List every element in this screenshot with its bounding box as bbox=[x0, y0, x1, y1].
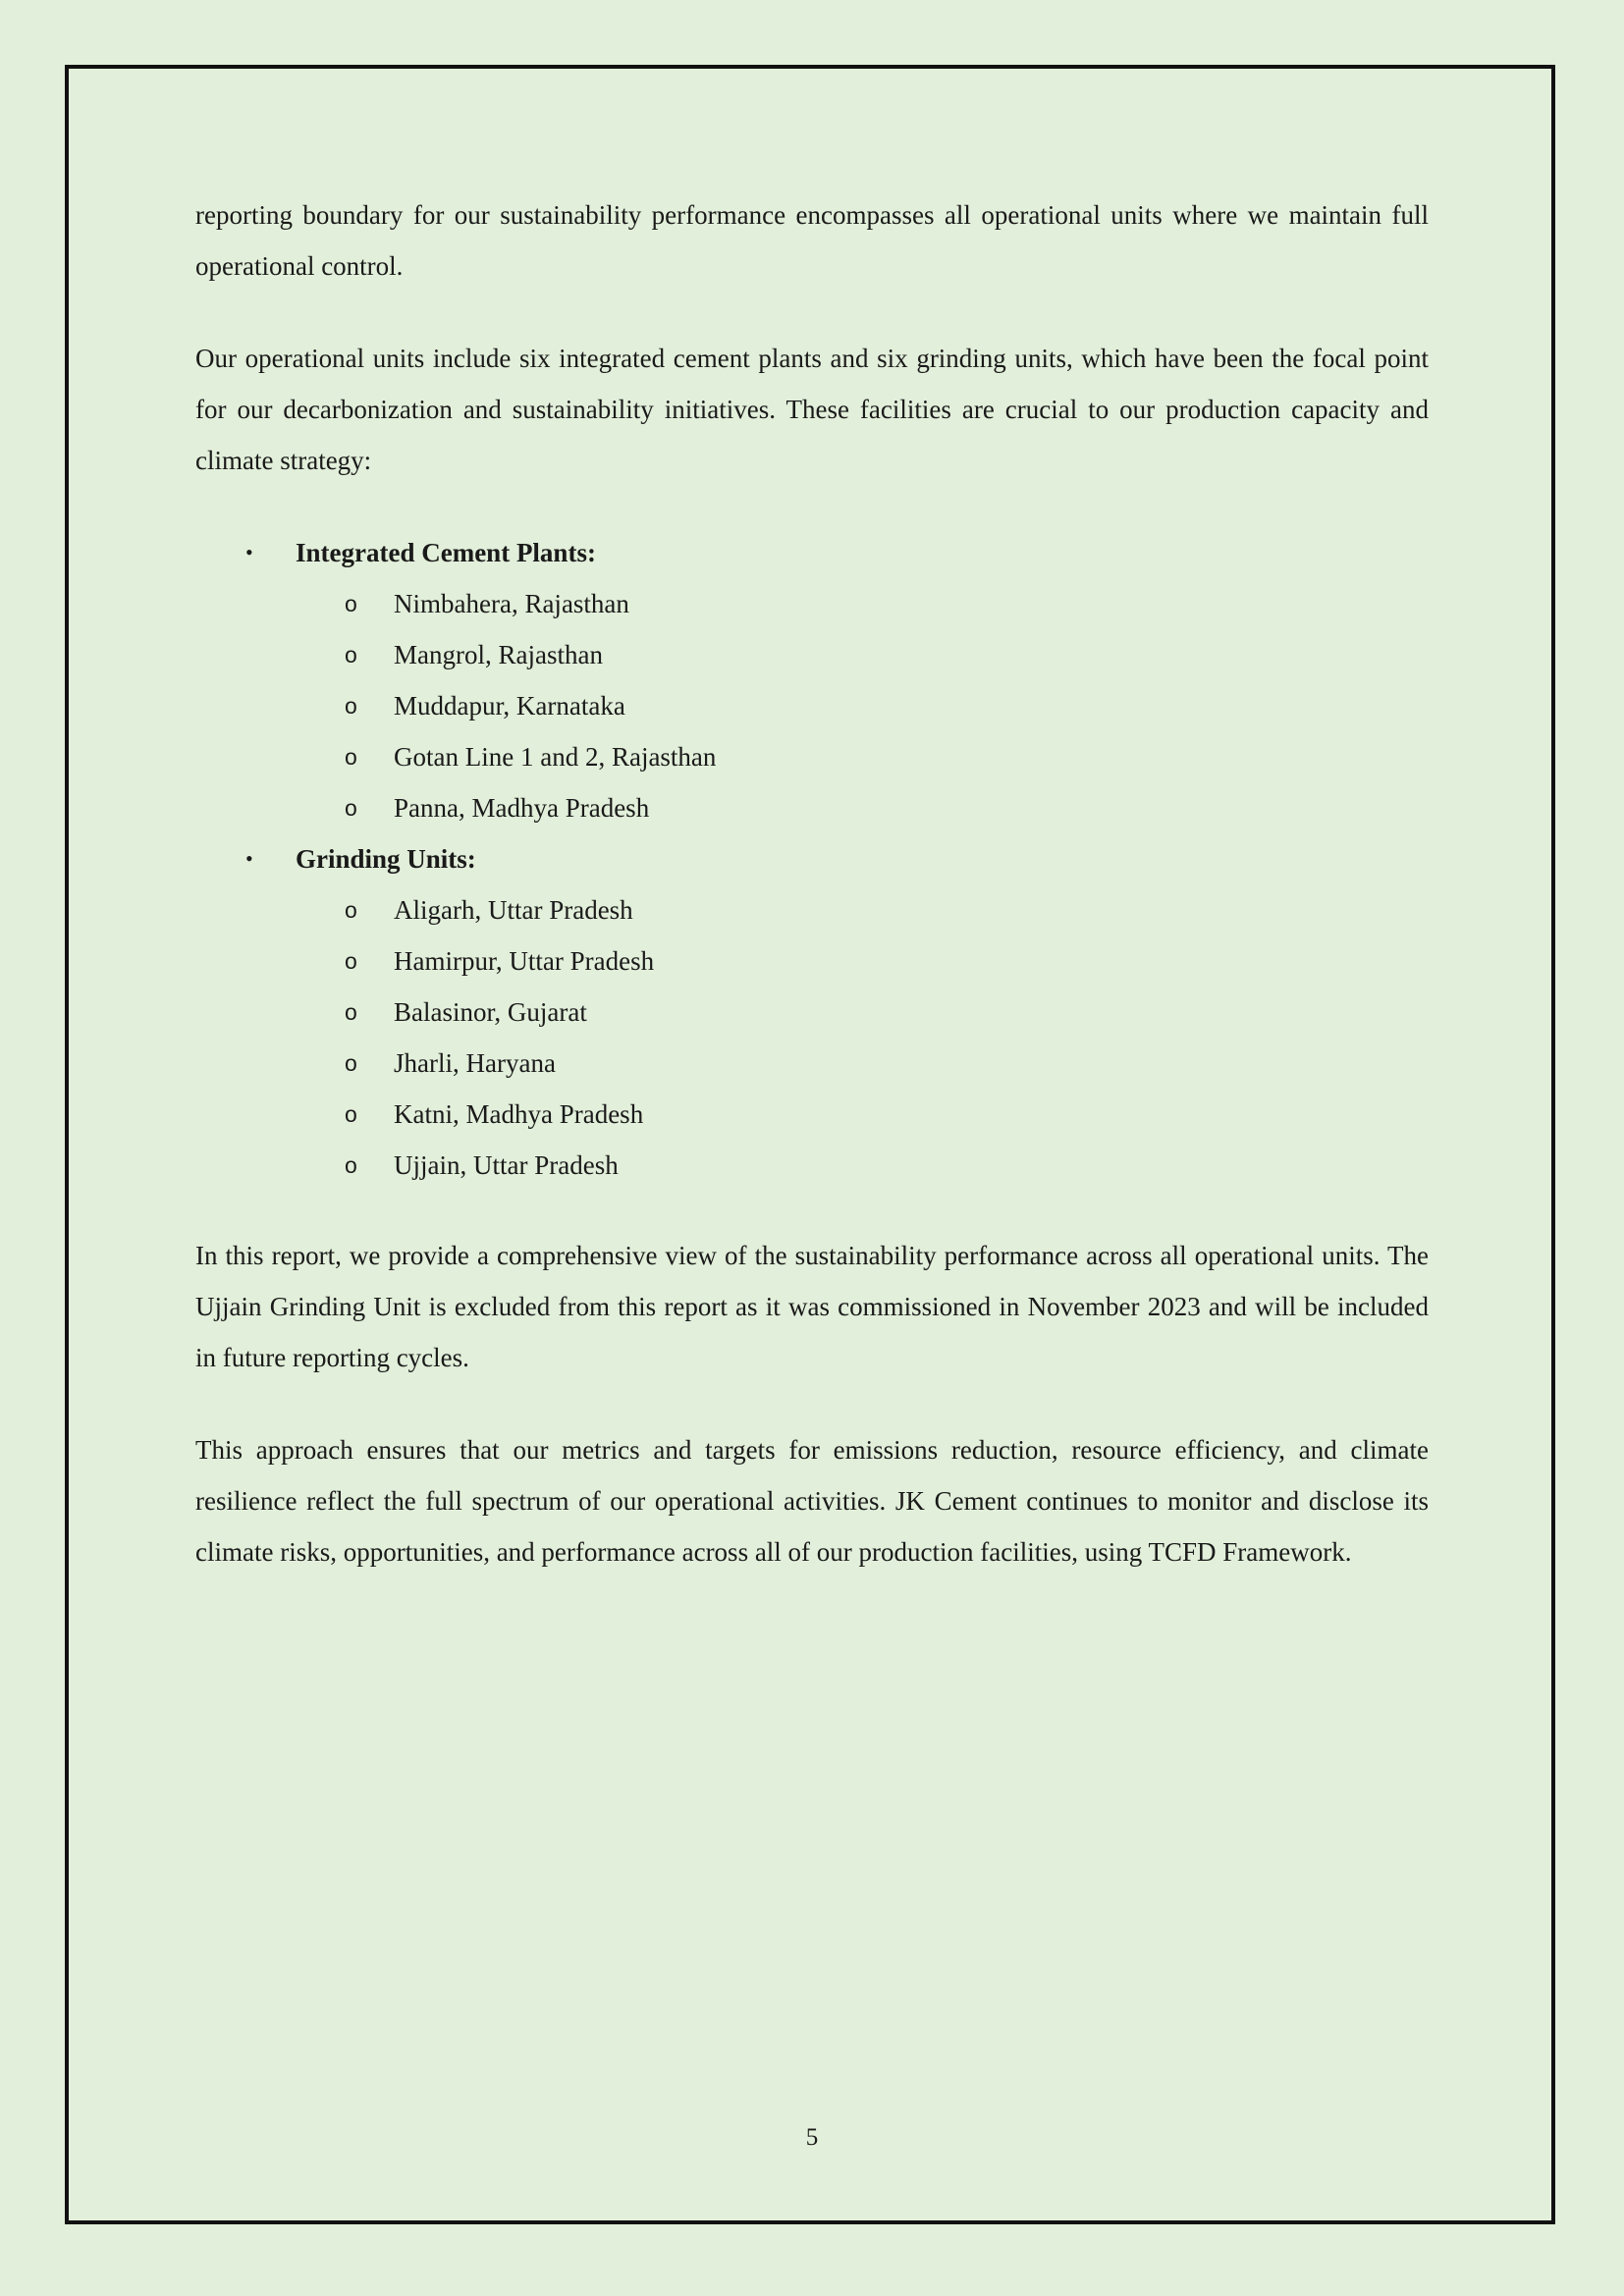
circle-bullet-icon: o bbox=[345, 693, 357, 719]
integrated-plants-group bbox=[195, 527, 1429, 833]
list-item-text: Hamirpur, Uttar Pradesh bbox=[394, 946, 655, 976]
circle-bullet-icon: o bbox=[345, 744, 357, 770]
list-item bbox=[296, 1089, 1429, 1140]
list-item-text: Nimbahera, Rajasthan bbox=[394, 589, 629, 618]
grinding-units-group bbox=[195, 833, 1429, 1191]
list-item bbox=[296, 1140, 1429, 1191]
grinding-units-heading: Grinding Units: bbox=[296, 844, 476, 874]
boundary-paragraph: reporting boundary for our sustainability performance encompasses all operational units where we maintain full operational control. bbox=[195, 200, 1429, 281]
circle-bullet-icon: o bbox=[345, 948, 357, 974]
list-item bbox=[296, 629, 1429, 680]
facilities-list bbox=[195, 527, 1429, 1191]
circle-bullet-icon: o bbox=[345, 1101, 357, 1127]
circle-bullet-icon: o bbox=[345, 897, 357, 923]
list-item bbox=[296, 987, 1429, 1038]
circle-bullet-icon: o bbox=[345, 591, 357, 616]
list-item-text: Katni, Madhya Pradesh bbox=[394, 1099, 644, 1129]
grinding-units-list bbox=[296, 884, 1429, 1191]
page-content bbox=[195, 189, 1429, 1619]
approach-paragraph: This approach ensures that our metrics and targets for emissions reduction, resource efficiency, and climate resilience reflect the full spectrum of our operational activities. JK Cement continues to monitor and disclose its climate risks, opportunities, and performance across all of our production facilities, using TCFD Framework. bbox=[195, 1435, 1429, 1567]
page-number: 5 bbox=[805, 2124, 819, 2151]
list-item-text: Aligarh, Uttar Pradesh bbox=[394, 895, 633, 925]
list-item-text: Ujjain, Uttar Pradesh bbox=[394, 1150, 619, 1180]
circle-bullet-icon: o bbox=[345, 1050, 357, 1076]
bullet-icon: • bbox=[245, 540, 253, 564]
circle-bullet-icon: o bbox=[345, 642, 357, 667]
integrated-plants-list bbox=[296, 578, 1429, 833]
list-item-text: Gotan Line 1 and 2, Rajasthan bbox=[394, 742, 717, 772]
report-scope-paragraph: In this report, we provide a comprehensive view of the sustainability performance across all operational units. The Ujjain Grinding Unit is excluded from this report as it was commissioned in November 2023 and will be included in future reporting cycles. bbox=[195, 1241, 1429, 1372]
circle-bullet-icon: o bbox=[345, 999, 357, 1025]
integrated-plants-heading: Integrated Cement Plants: bbox=[296, 538, 596, 567]
list-item bbox=[296, 884, 1429, 935]
list-item bbox=[296, 1038, 1429, 1089]
list-item-text: Panna, Madhya Pradesh bbox=[394, 793, 650, 823]
list-item bbox=[296, 578, 1429, 629]
list-item bbox=[296, 680, 1429, 731]
list-item-text: Muddapur, Karnataka bbox=[394, 691, 625, 721]
circle-bullet-icon: o bbox=[345, 1152, 357, 1178]
list-item-text: Jharli, Haryana bbox=[394, 1048, 556, 1078]
list-item bbox=[296, 731, 1429, 782]
list-item bbox=[296, 782, 1429, 833]
list-item-text: Mangrol, Rajasthan bbox=[394, 640, 603, 669]
bullet-icon: • bbox=[245, 846, 253, 871]
list-item-text: Balasinor, Gujarat bbox=[394, 997, 587, 1027]
circle-bullet-icon: o bbox=[345, 795, 357, 821]
list-item bbox=[296, 935, 1429, 987]
operational-units-paragraph: Our operational units include six integrated cement plants and six grinding units, which have been the focal point for our decarbonization and sustainability initiatives. These facilities are crucial to our production capacity and climate strategy: bbox=[195, 344, 1429, 475]
